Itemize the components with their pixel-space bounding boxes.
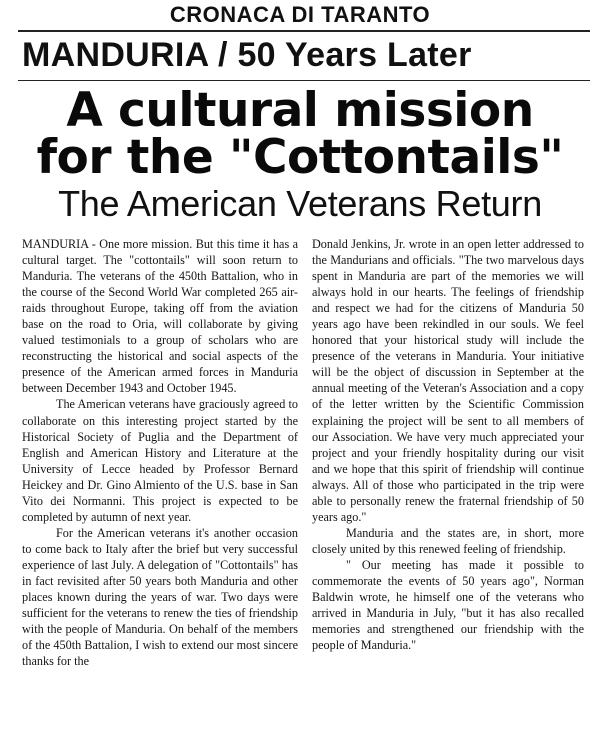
paragraph: The American veterans have graciously agreed to collaborate on this interesting project started by the Historical Society of Puglia and the Department of English and American History and Literature at the University of Lecce headed by Professor Bernard Heickey and Dr. Gino Almiento of the U.S. base in San Vito dei Normanni. This project is expected to be completed by autumn of next year. xyxy=(22,397,298,524)
paragraph: Donald Jenkins, Jr. wrote in an open letter addressed to the Mandurians and officials. "The two marvelous days spent in Manduria are part of the memories we will always hold in our hearts. The feelings of friendship and respect we had for the citizens of Manduria 50 years ago have been rekindled in our souls. We feel honored that your historical study will include the presence of the veterans in Manduria. Your initiative will be the object of discussion in September at the annual meeting of the Veteran's Association and a copy of the letter written by the Scientific Commission explaining the project will be sent to all members of our Association. We have very much appreciated your project and your friendly hospitality during our visit and we hope that this spirit of friendship will continue always. All of those who participated in the trip were able to personally renew the fraternal friendship of 50 years ago." xyxy=(312,237,584,524)
section-title: MANDURIA / 50 Years Later xyxy=(22,36,472,74)
masthead-rule xyxy=(18,30,590,32)
headline-line-1: A cultural mission xyxy=(66,83,534,138)
masthead-band xyxy=(0,0,600,32)
masthead: CRONACA DI TARANTO xyxy=(169,2,431,27)
paragraph: " Our meeting has made it possible to commemorate the events of 50 years ago", Norman Baldwin wrote, he himself one of the veterans who arrived in Manduria in July, "but it has also recalled memories and strengthened our friendship with the people of Manduria." xyxy=(312,557,584,653)
paragraph: MANDURIA - One more mission. But this time it has a cultural target. The "cottontails" will soon return to Manduria. The veterans of the 450th Battalion, who in the course of the Second World War completed 265 air-raids throughout Europe, taking off from the aviation base on the road to Oria, will collaborate by giving valued testimonials to a group of scholars who are reconstructing the historical and social aspects of the presence of the American armed forces in Manduria between December 1943 and October 1945. xyxy=(22,237,298,396)
article-column-left xyxy=(22,236,298,669)
section-rule xyxy=(18,80,590,81)
article-column-right xyxy=(312,236,584,653)
paragraph: Manduria and the states are, in short, more closely united by this renewed feeling of friendship. xyxy=(312,525,584,556)
headline-line-2: for the "Cottontails" xyxy=(36,130,564,185)
subheadline: The American Veterans Return xyxy=(58,183,542,224)
paragraph: For the American veterans it's another occasion to come back to Italy after the brief but very successful experience of last July. A delegation of "Cottontails" has in fact revisited after 50 years both Manduria and other places known during the years of war. Two days were sufficient for the veterans to renew the ties of friendship with the people of Manduria. On behalf of the members of the 450th Battalion, I wish to extend our most sincere thanks for the xyxy=(22,525,298,669)
